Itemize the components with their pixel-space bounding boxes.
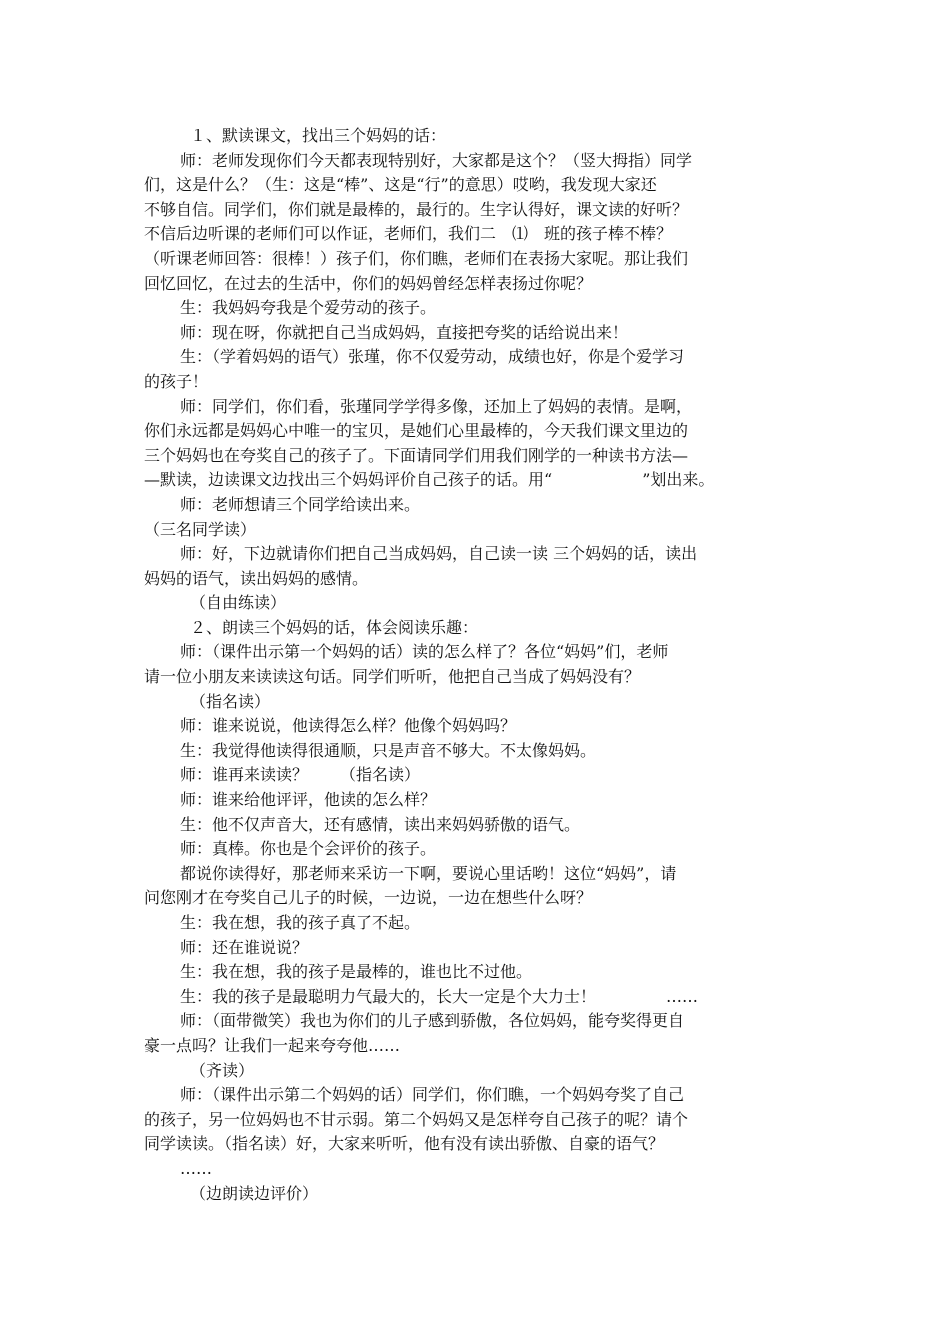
- paragraph-line: 不够自信。同学们，你们就是最棒的，最行的。生字认得好，课文读的好听？: [144, 199, 689, 219]
- text-segment: ”划出来。: [642, 470, 715, 490]
- dialogue-line: 生：我觉得他读得很通顺，只是声音不够大。不太像妈妈。: [180, 740, 597, 760]
- heading-step-1: １、默读课文，找出三个妈妈的话：: [190, 126, 447, 145]
- dialogue-line: [144, 985, 808, 1010]
- paragraph-line: 的孩子！: [144, 371, 209, 391]
- dialogue-line: 师：还在谁说说？: [180, 937, 309, 957]
- stage-direction: （三名同学读）: [144, 519, 257, 539]
- stage-direction: （自由练读）: [190, 593, 287, 613]
- dialogue-line: 生：我妈妈夸我是个爱劳动的孩子。: [180, 298, 437, 318]
- paragraph-line: 问您刚才在夸奖自己儿子的时候，一边说，一边在想些什么呀？: [144, 888, 593, 908]
- ellipsis: ……: [666, 986, 699, 1006]
- paragraph-line: 同学读读。（指名读）好，大家来听听，他有没有读出骄傲、自豪的语气？: [144, 1134, 665, 1154]
- dialogue-line: 生：（学着妈妈的语气）张瑾，你不仅爱劳动，成绩也好，你是个爱学习: [180, 347, 685, 367]
- dialogue-line: 生：他不仅声音大，还有感情，读出来妈妈骄傲的语气。: [180, 814, 581, 834]
- heading-step-2: ２、朗读三个妈妈的话，体会阅读乐趣：: [190, 617, 479, 637]
- paragraph-line: 都说你读得好，那老师来采访一下啊，要说心里话哟！这位“妈妈”，请: [180, 863, 677, 883]
- paragraph-line: 不信后边听课的老师们可以作证，老师们，我们二 ⑴ 班的孩子棒不棒？: [144, 224, 673, 244]
- paragraph-line: 请一位小朋友来读读这句话。同学们听听，他把自己当成了妈妈没有？: [144, 667, 641, 687]
- paragraph-line: 你们永远都是妈妈心中唯一的宝贝，是她们心里最棒的，今天我们课文里边的: [144, 421, 689, 441]
- paragraph-line: 回忆回忆，在过去的生活中，你们的妈妈曾经怎样表扬过你呢？: [144, 273, 593, 293]
- dialogue-line: 师：（课件出示第一个妈妈的话）读的怎么样了？各位“妈妈”们，老师: [180, 642, 669, 662]
- text-segment: 生：我的孩子是最聪明力气最大的，长大一定是个大力士！: [180, 986, 597, 1006]
- dialogue-line: [144, 763, 808, 788]
- dialogue-line: 师：（课件出示第二个妈妈的话）同学们，你们瞧，一个妈妈夸奖了自己: [180, 1085, 685, 1105]
- text-segment: 师：谁再来读读？: [180, 765, 309, 785]
- stage-direction: （边朗读边评价）: [190, 1183, 319, 1203]
- dialogue-line: 生：我在想，我的孩子是最棒的，谁也比不过他。: [180, 962, 533, 982]
- dialogue-line: 师：谁来说说，他读得怎么样？他像个妈妈吗？: [180, 716, 517, 736]
- dialogue-line: 师：同学们，你们看，张瑾同学学得多像，还加上了妈妈的表情。是啊，: [180, 396, 693, 416]
- dialogue-line: 师：老师想请三个同学给读出来。: [180, 494, 421, 514]
- document-page: [144, 124, 808, 1206]
- dialogue-line: 师：现在呀，你就把自己当成妈妈，直接把夸奖的话给说出来！: [180, 322, 629, 342]
- dialogue-line: 师：真棒。你也是个会评价的孩子。: [180, 839, 437, 859]
- dialogue-line: 师：谁来给他评评，他读的怎么样？: [180, 790, 437, 810]
- dialogue-line: 师：好，下边就请你们把自己当成妈妈，自己读一读 三个妈妈的话，读出: [180, 544, 698, 564]
- paragraph-line: [144, 468, 808, 493]
- dialogue-line: 师：（面带微笑）我也为你们的儿子感到骄傲，各位妈妈，能夸奖得更自: [180, 1011, 685, 1031]
- paragraph-line: 三个妈妈也在夸奖自己的孩子了。下面请同学们用我们刚学的一种读书方法—: [144, 445, 689, 465]
- paragraph-line: 师：老师发现你们今天都表现特别好，大家都是这个？（竖大拇指）同学: [180, 150, 693, 170]
- text-segment: —默读，边读课文边找出三个妈妈评价自己孩子的话。用“: [144, 470, 553, 490]
- ellipsis: ……: [180, 1158, 212, 1178]
- paragraph-line: （听课老师回答：很棒！）孩子们，你们瞧，老师们在表扬大家呢。那让我们: [144, 248, 689, 268]
- stage-direction: （齐读）: [190, 1060, 255, 1080]
- stage-direction: （指名读）: [340, 765, 421, 785]
- paragraph-line: 们，这是什么？（生：这是“棒”、这是“行”的意思）哎哟，我发现大家还: [144, 175, 657, 195]
- paragraph-line: 的孩子，另一位妈妈也不甘示弱。第二个妈妈又是怎样夸自己孩子的呢？请个: [144, 1109, 689, 1129]
- paragraph-line: 妈妈的语气，读出妈妈的感情。: [144, 568, 369, 588]
- paragraph-line: 豪一点吗？让我们一起来夸夸他……: [144, 1035, 401, 1055]
- dialogue-line: 生：我在想，我的孩子真了不起。: [180, 913, 421, 932]
- stage-direction: （指名读）: [190, 691, 271, 711]
